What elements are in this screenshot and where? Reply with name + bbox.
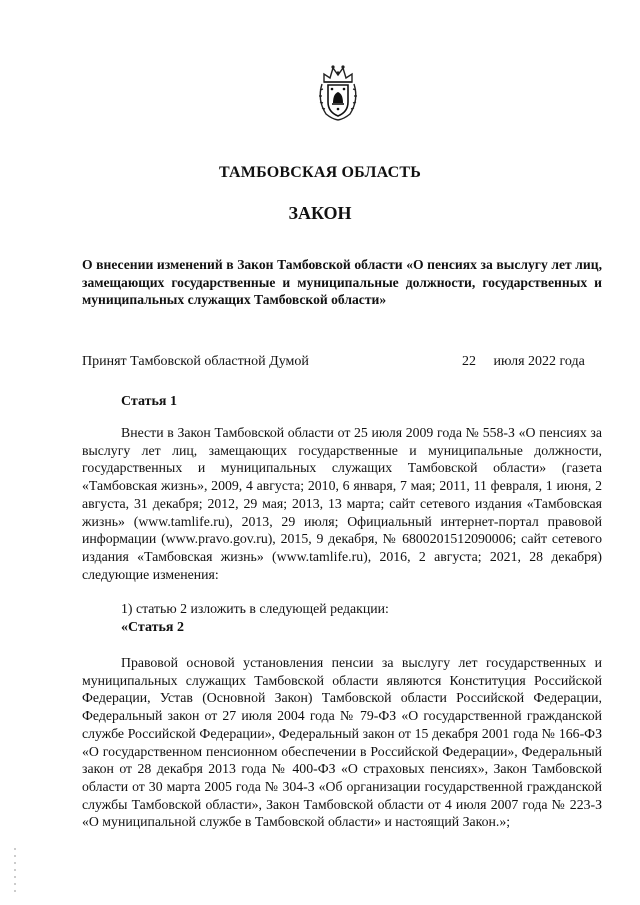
article-2-heading: «Статья 2 bbox=[121, 620, 184, 635]
amendment-item-1: 1) статью 2 изложить в следующей редакции: bbox=[121, 601, 389, 616]
article-2-text: Правовой основой установления пенсии за выслугу лет государственных и муниципальных служащих Тамбовской области являются Конституция Российской Федерации, Устав (Основной Закон) Тамбовской области Российской Федерации, Федеральный закон от 27 июля 2004 года № 79-ФЗ «О государственной гражданской службе Российской Федерации», Федеральный закон от 15 декабря 2001 года № 166-ФЗ «О государственном пенсионном обеспечении в Российской Федерации», Федеральный закон от 28 декабря 2013 года № 400-ФЗ «О страховых пенсиях», Закон Тамбовской области от 30 марта 2005 года № 304-З «Об организации государственной гражданской службы Тамбовской области», Закон Тамбовской области от 4 июля 2007 года № 223-З «О муниципальной службе в Тамбовской области» и настоящий Закон.»; bbox=[82, 655, 602, 830]
document-type: ЗАКОН bbox=[288, 203, 352, 223]
scan-margin-mark bbox=[14, 848, 16, 892]
article-1-heading: Статья 1 bbox=[121, 394, 177, 409]
law-title: О внесении изменений в Закон Тамбовской области «О пенсиях за выслугу лет лиц, замещающих государственные и муниципальные должности, государственных и муниципальных служащих Тамбовской области» bbox=[82, 257, 602, 307]
coat-of-arms-emblem bbox=[316, 62, 360, 122]
region-name: ТАМБОВСКАЯ ОБЛАСТЬ bbox=[218, 164, 422, 181]
adopted-by: Принят Тамбовской областной Думой bbox=[82, 354, 309, 369]
article-1-text: Внести в Закон Тамбовской области от 25 июля 2009 года № 558-З «О пенсиях за выслугу лет лиц, замещающих государственные и муниципальные должности, государственных и муниципальных служащих Тамбовской области» (газета «Тамбовская жизнь», 2009, 4 августа; 2010, 6 января, 7 мая; 2011, 11 февраля, 1 июня, 2 августа, 31 декабря; 2012, 29 мая; 2013, 13 марта; сайт сетевого издания «Тамбовская жизнь» (www.tamlife.ru), 2013, 29 июля; Официальный интернет-портал правовой информации (www.pravo.gov.ru), 2015, 9 декабря, № 6800201512090006; сайт сетевого издания «Тамбовская жизнь» (www.tamlife.ru), 2016, 2 августа; 2021, 28 декабря) следующие изменения: bbox=[82, 425, 602, 582]
adoption-date: 22 июля 2022 года bbox=[462, 354, 585, 369]
